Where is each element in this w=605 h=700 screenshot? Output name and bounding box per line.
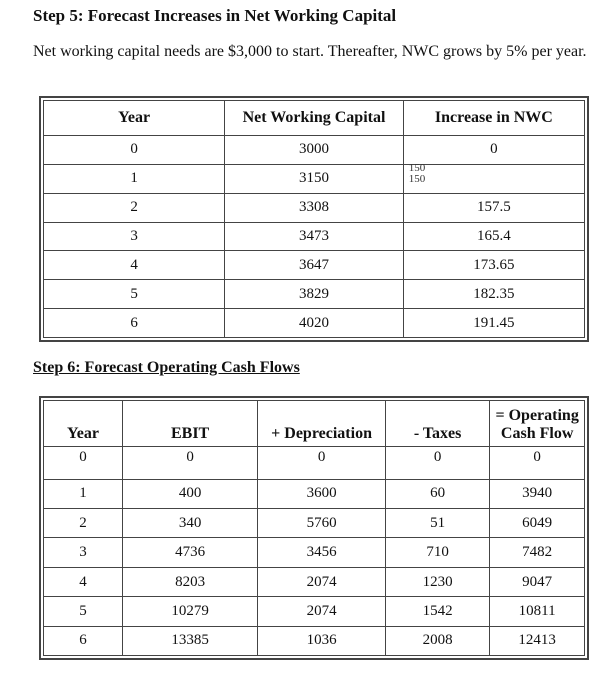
taxes-cell: 51	[385, 509, 489, 538]
year-cell: 4	[44, 567, 123, 596]
table-row	[44, 538, 585, 567]
year-cell: 5	[44, 280, 225, 309]
ocf-cell: 7482	[490, 538, 585, 567]
year-cell: 6	[44, 626, 123, 655]
step5-description: Net working capital needs are $3,000 to start. Thereafter, NWC grows by 5% per year.	[33, 43, 587, 60]
ocf-cell: 6049	[490, 509, 585, 538]
depreciation-cell: 3456	[258, 538, 386, 567]
table-row	[44, 597, 585, 626]
table-row	[44, 309, 585, 338]
nwc-cell: 3000	[225, 136, 404, 165]
year-cell: 1	[44, 164, 225, 193]
header-ebit: EBIT	[122, 401, 257, 447]
header-net-working-capital: Net Working Capital	[225, 101, 404, 136]
ocf-cell: 9047	[490, 567, 585, 596]
year-cell: 3	[44, 538, 123, 567]
ocf-header-row	[44, 401, 585, 447]
header-taxes: - Taxes	[385, 401, 489, 447]
nwc-header-row	[44, 101, 585, 136]
table-row	[44, 164, 585, 193]
nwc-cell: 3150	[225, 164, 404, 193]
table-row	[44, 251, 585, 280]
table-row	[44, 280, 585, 309]
header-year: Year	[44, 401, 123, 447]
ebit-cell: 10279	[122, 597, 257, 626]
year-cell: 6	[44, 309, 225, 338]
ocf-cell: 10811	[490, 597, 585, 626]
table-row	[44, 509, 585, 538]
nwc-cell: 3829	[225, 280, 404, 309]
ebit-cell: 4736	[122, 538, 257, 567]
ocf-cell: 12413	[490, 626, 585, 655]
depreciation-cell: 1036	[258, 626, 386, 655]
table-row	[44, 193, 585, 222]
increase-cell: 165.4	[403, 222, 584, 251]
nwc-table	[39, 96, 589, 342]
increase-cell: 157.5	[403, 193, 584, 222]
increase-cell: 0	[403, 136, 584, 165]
ebit-cell: 340	[122, 509, 257, 538]
table-row	[44, 222, 585, 251]
header-increase-in-nwc: Increase in NWC	[403, 101, 584, 136]
nwc-cell: 3647	[225, 251, 404, 280]
overlapping-text: 150	[408, 161, 426, 174]
increase-value: 150	[408, 172, 426, 185]
nwc-cell: 4020	[225, 309, 404, 338]
table-row	[44, 626, 585, 655]
table-row	[44, 447, 585, 480]
header-year: Year	[44, 101, 225, 136]
header-operating-cash-flow: = Operating Cash Flow	[490, 401, 585, 447]
year-cell: 5	[44, 597, 123, 626]
depreciation-cell: 3600	[258, 479, 386, 508]
depreciation-cell: 5760	[258, 509, 386, 538]
table-row	[44, 479, 585, 508]
taxes-cell: 1230	[385, 567, 489, 596]
taxes-cell: 1542	[385, 597, 489, 626]
increase-cell: 191.45	[403, 309, 584, 338]
depreciation-cell: 0	[258, 447, 386, 480]
taxes-cell: 60	[385, 479, 489, 508]
ebit-cell: 13385	[122, 626, 257, 655]
increase-cell: 173.65	[403, 251, 584, 280]
nwc-cell: 3473	[225, 222, 404, 251]
header-depreciation: + Depreciation	[258, 401, 386, 447]
nwc-cell: 3308	[225, 193, 404, 222]
taxes-cell: 710	[385, 538, 489, 567]
step6-heading: Step 6: Forecast Operating Cash Flows	[33, 359, 300, 376]
ebit-cell: 0	[122, 447, 257, 480]
year-cell: 2	[44, 193, 225, 222]
ocf-cell: 0	[490, 447, 585, 480]
year-cell: 0	[44, 136, 225, 165]
year-cell: 0	[44, 447, 123, 480]
table-row	[44, 136, 585, 165]
ebit-cell: 400	[122, 479, 257, 508]
year-cell: 3	[44, 222, 225, 251]
taxes-cell: 0	[385, 447, 489, 480]
taxes-cell: 2008	[385, 626, 489, 655]
ebit-cell: 8203	[122, 567, 257, 596]
year-cell: 4	[44, 251, 225, 280]
ocf-cell: 3940	[490, 479, 585, 508]
table-row	[44, 567, 585, 596]
increase-cell	[403, 161, 584, 193]
year-cell: 1	[44, 479, 123, 508]
depreciation-cell: 2074	[258, 567, 386, 596]
depreciation-cell: 2074	[258, 597, 386, 626]
step5-heading: Step 5: Forecast Increases in Net Working Capital	[33, 6, 397, 25]
year-cell: 2	[44, 509, 123, 538]
increase-cell: 182.35	[403, 280, 584, 309]
operating-cash-flow-table	[39, 396, 589, 660]
